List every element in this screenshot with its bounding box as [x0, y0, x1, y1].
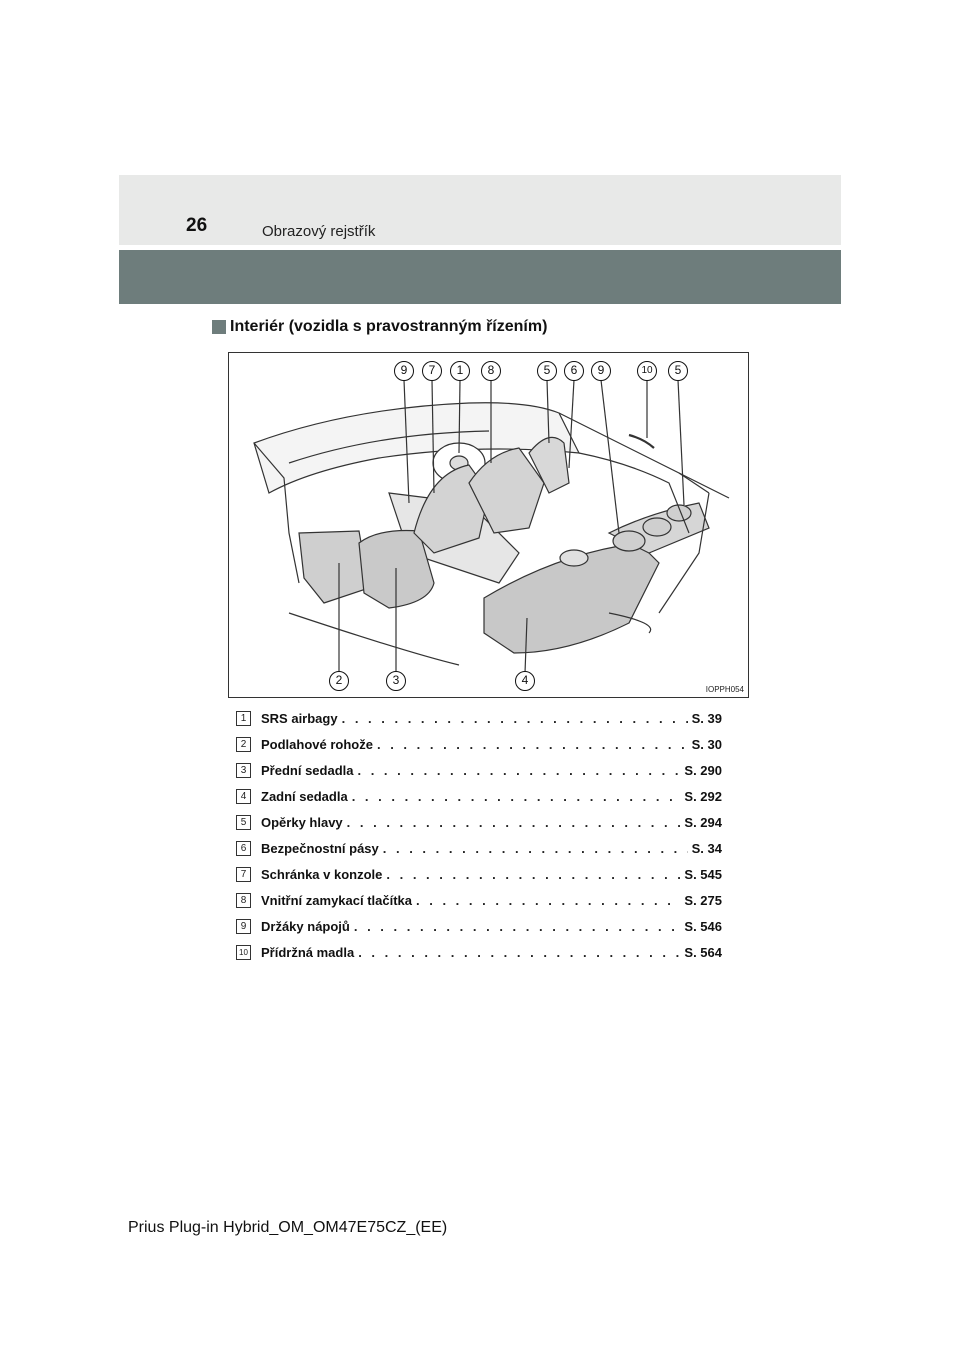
item-page-ref: S. 546 — [684, 918, 722, 934]
list-item — [236, 809, 722, 835]
callout-8: 8 — [481, 361, 501, 381]
illustration-code: IOPPH054 — [705, 685, 744, 694]
callout-9b: 9 — [591, 361, 611, 381]
item-page-ref: S. 39 — [691, 710, 722, 726]
callout-2: 2 — [329, 671, 349, 691]
item-label: Schránka v konzole — [261, 866, 383, 882]
interior-illustration — [228, 352, 749, 698]
car-interior-drawing — [229, 353, 750, 699]
list-item — [236, 731, 722, 757]
item-page-ref: S. 275 — [684, 892, 722, 908]
list-item — [236, 913, 722, 939]
dot-leader — [386, 867, 680, 882]
callout-10: 10 — [637, 361, 657, 381]
dot-leader — [342, 711, 688, 726]
dot-leader — [358, 945, 680, 960]
item-label: Vnitřní zamykací tlačítka — [261, 892, 413, 908]
subheading-text: Interiér (vozidla s pravostranným řízením) — [230, 318, 548, 335]
item-page-ref: S. 30 — [691, 736, 722, 752]
header-dark-band — [119, 250, 841, 304]
item-label: Přední sedadla — [261, 762, 354, 778]
item-label: Podlahové rohože — [261, 736, 373, 752]
callout-3: 3 — [386, 671, 406, 691]
reference-list — [236, 705, 722, 965]
header-top-band — [119, 175, 841, 245]
list-item — [236, 887, 722, 913]
item-number: 10 — [236, 945, 251, 960]
section-title: Obrazový rejstřík — [262, 223, 376, 240]
item-number: 3 — [236, 763, 251, 778]
square-bullet-icon — [212, 320, 226, 334]
item-label: SRS airbagy — [261, 710, 338, 726]
item-page-ref: S. 294 — [684, 814, 722, 830]
list-item — [236, 705, 722, 731]
item-page-ref: S. 292 — [684, 788, 722, 804]
item-number: 7 — [236, 867, 251, 882]
item-number: 8 — [236, 893, 251, 908]
item-number: 5 — [236, 815, 251, 830]
item-label: Zadní sedadla — [261, 788, 348, 804]
item-number: 6 — [236, 841, 251, 856]
item-label: Držáky nápojů — [261, 918, 350, 934]
callout-5: 5 — [537, 361, 557, 381]
dot-leader — [377, 737, 688, 752]
item-page-ref: S. 545 — [684, 866, 722, 882]
list-item — [236, 939, 722, 965]
dot-leader — [352, 789, 681, 804]
callout-5b: 5 — [668, 361, 688, 381]
page-number: 26 — [186, 215, 208, 236]
item-label: Bezpečnostní pásy — [261, 840, 379, 856]
list-item — [236, 861, 722, 887]
item-page-ref: S. 564 — [684, 944, 722, 960]
callout-4: 4 — [515, 671, 535, 691]
dot-leader — [357, 763, 680, 778]
callout-7: 7 — [422, 361, 442, 381]
item-number: 4 — [236, 789, 251, 804]
item-number: 2 — [236, 737, 251, 752]
dot-leader — [347, 815, 681, 830]
list-item — [236, 757, 722, 783]
dot-leader — [354, 919, 681, 934]
list-item — [236, 783, 722, 809]
callout-9: 9 — [394, 361, 414, 381]
footer-document-id: Prius Plug-in Hybrid_OM_OM47E75CZ_(EE) — [128, 1219, 448, 1236]
item-label: Opěrky hlavy — [261, 814, 343, 830]
item-number: 1 — [236, 711, 251, 726]
item-number: 9 — [236, 919, 251, 934]
dot-leader — [383, 841, 688, 856]
callout-1: 1 — [450, 361, 470, 381]
item-page-ref: S. 290 — [684, 762, 722, 778]
subheading — [212, 318, 547, 336]
list-item — [236, 835, 722, 861]
callout-6: 6 — [564, 361, 584, 381]
item-page-ref: S. 34 — [691, 840, 722, 856]
item-label: Přídržná madla — [261, 944, 355, 960]
dot-leader — [416, 893, 680, 908]
